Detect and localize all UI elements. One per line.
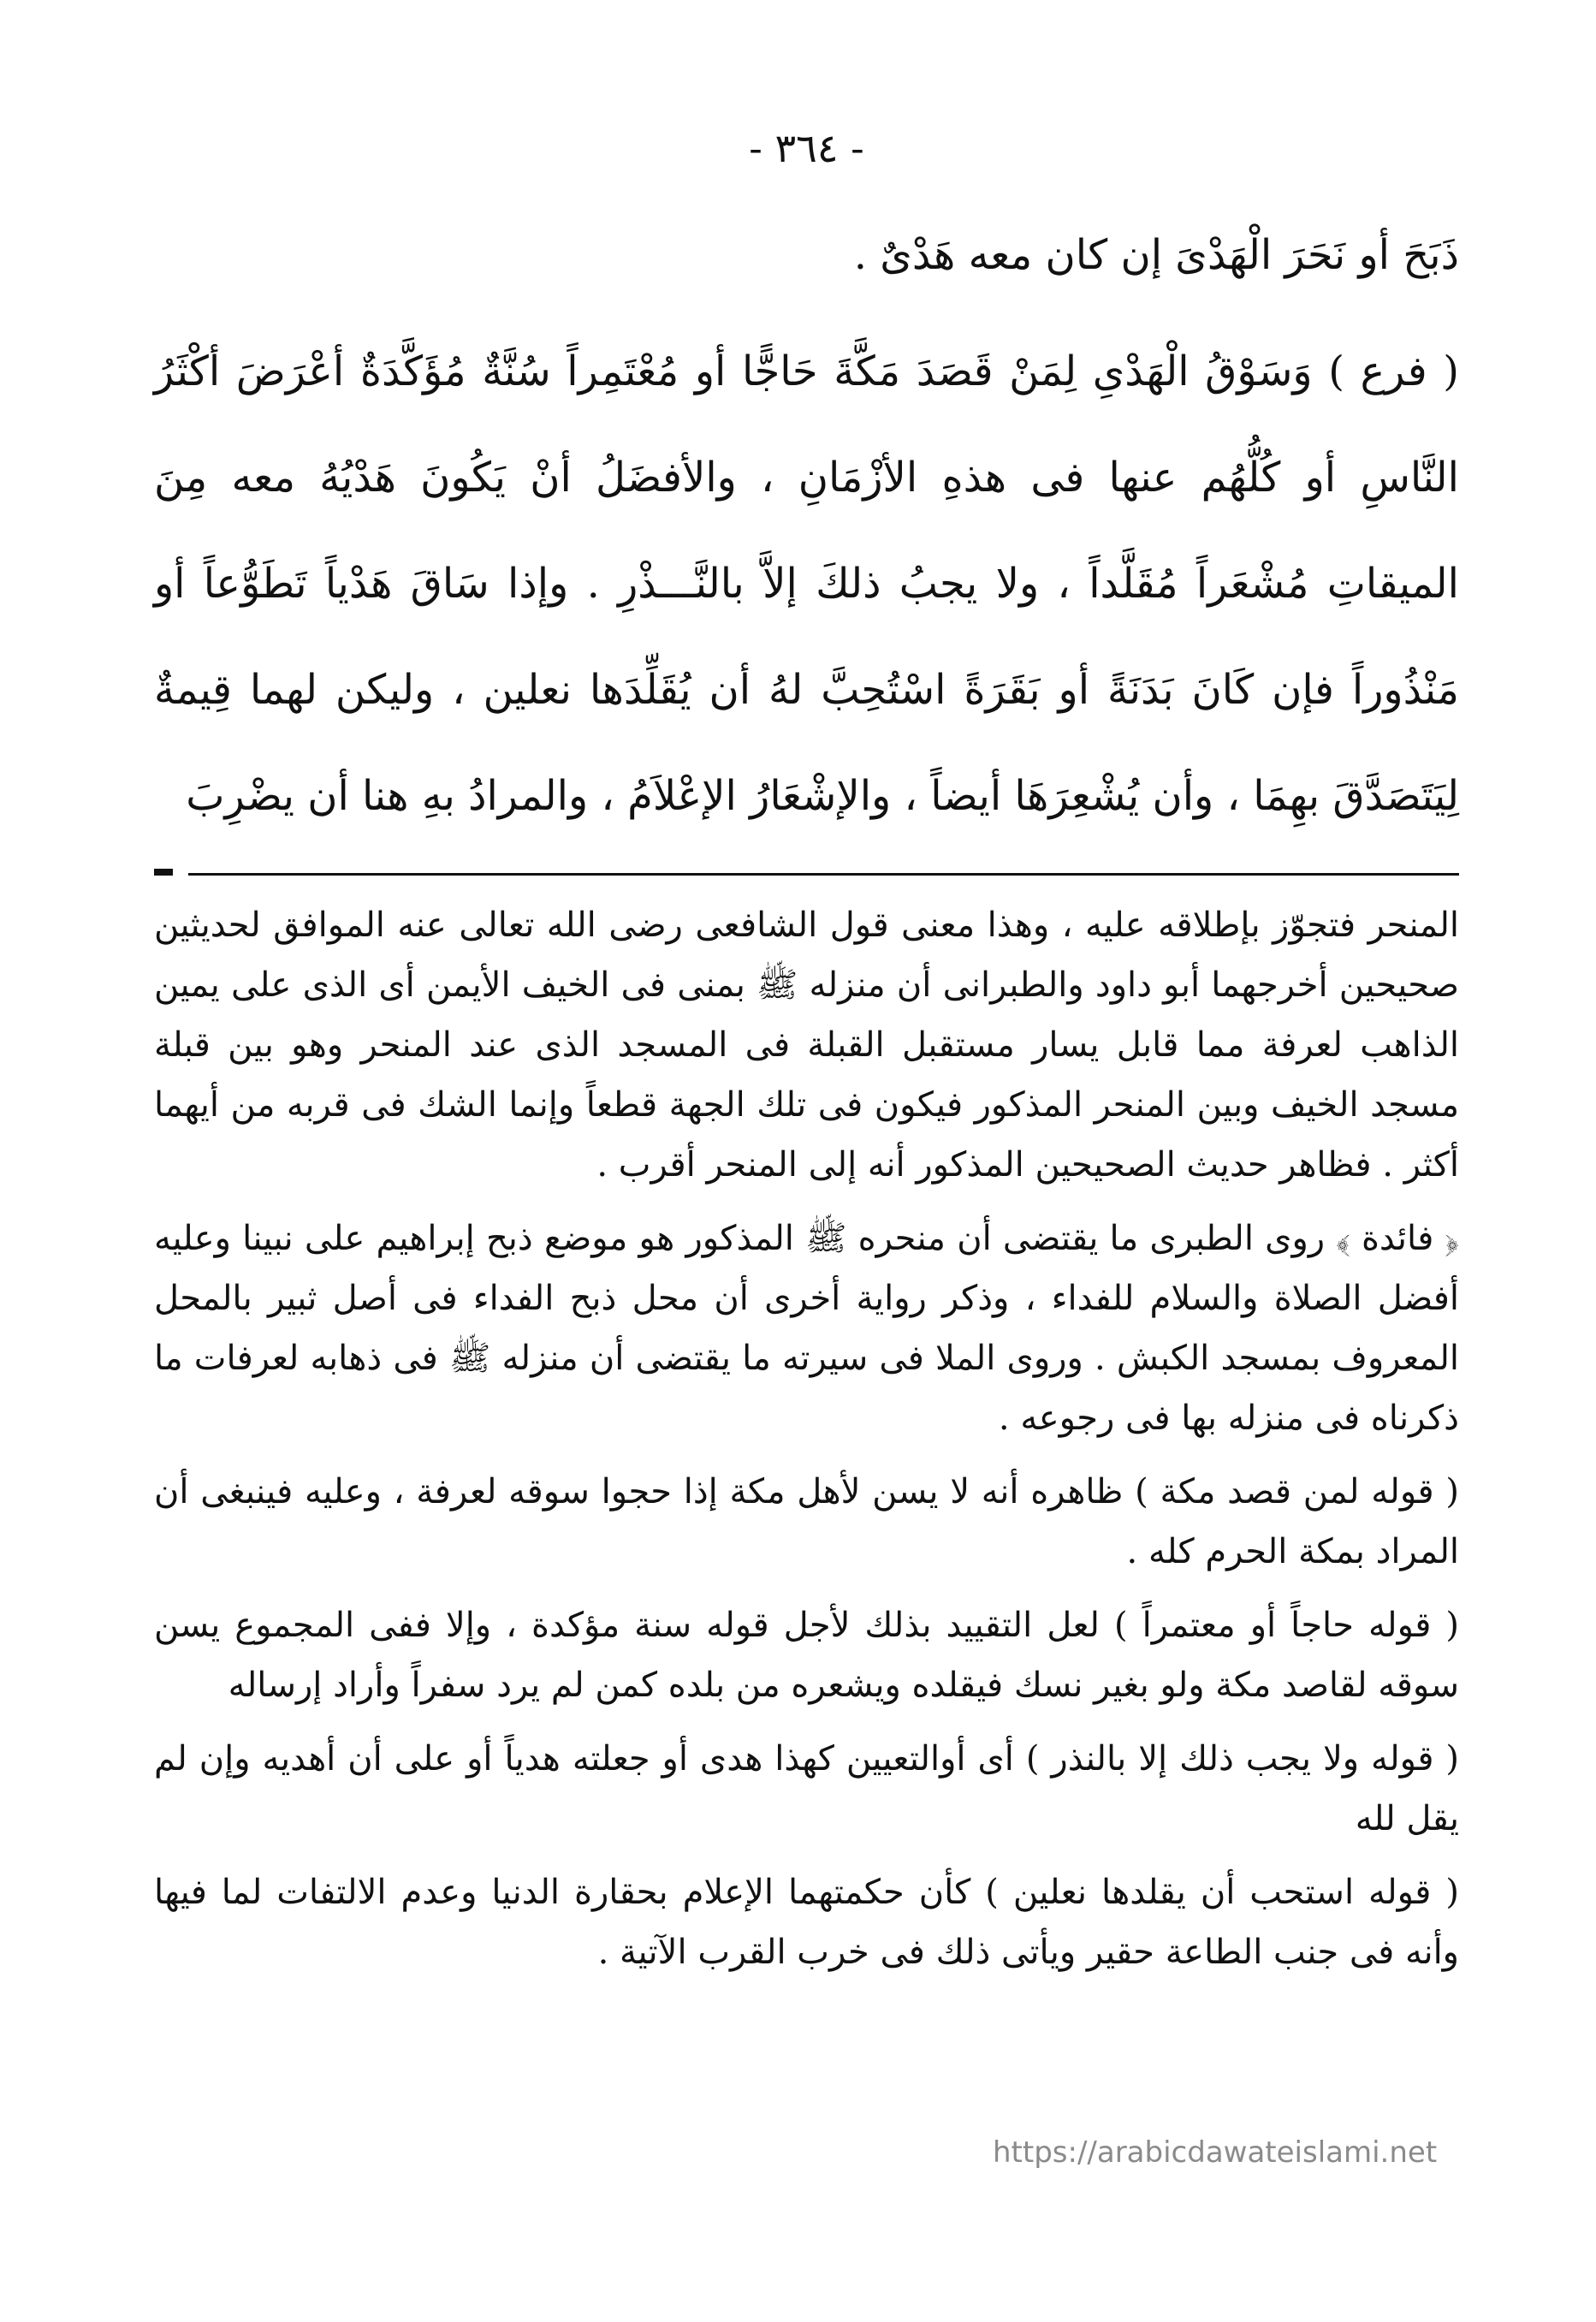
main-text [154,202,1459,849]
note-paragraph: ﴿ فائدة ﴾ روى الطبرى ما يقتضى أن منحره ﷺ المذكور هو موضع ذبح إبراهيم على نبينا وعليه أفضل الصلاة والسلام للفداء ، وذكر رواية أخرى أن محل ذبح الفداء فى أصل ثبير بالمحل المعروف بمسجد الكبش . وروى الملا فى سيرته ما يقتضى أن منزله ﷺ فى ذهابه لعرفات ما ذكرناه فى منزله بها فى رجوعه . [154,1219,1459,1438]
note-paragraph: ( قوله حاجاً أو معتمراً ) لعل التقييد بذلك لأجل قوله سنة مؤكدة ، وإلا ففى المجموع يسن سوقه لقاصد مكة ولو بغير نسك فيقلده ويشعره من بلده كمن لم يرد سفراً وأراد إرساله [154,1606,1459,1705]
separator-line [188,873,1459,876]
main-paragraph: ذَبَحَ أو نَحَرَ الْهَدْىَ إن كان معه هَدْىٌ . [853,231,1459,279]
note-paragraph: المنحر فتجوّز بإطلاقه عليه ، وهذا معنى قول الشافعى رضى الله تعالى عنه الموافق لحديثين صحيحين أخرجهما أبو داود والطبرانى أن منزله ﷺ بمنى فى الخيف الأيمن أى الذى على يمين الذاهب لعرفة مما قابل يسار مستقبل القبلة فى المسجد الذى عند المنحر وهو بين قبلة مسجد الخيف وبين المنحر المذكور فيكون فى تلك الجهة قطعاً وإنما الشك فى قربه من أيهما أكثر . فظاهر حديث الصحيحين المذكور أنه إلى المنحر أقرب . [154,906,1459,1185]
note-paragraph: ( قوله استحب أن يقلدها نعلين ) كأن حكمتهما الإعلام بحقارة الدنيا وعدم الالتفات لما فيها وأنه فى جنب الطاعة حقير ويأتى ذلك فى خرب القرب الآتية . [154,1873,1459,1972]
note-paragraph: ( قوله لمن قصد مكة ) ظاهره أنه لا يسن لأهل مكة إذا حجوا سوقه لعرفة ، وعليه فينبغى أن المراد بمكة الحرم كله . [154,1472,1459,1571]
page-number: - ٣٦٤ - [749,125,864,171]
note-paragraph: ( قوله ولا يجب ذلك إلا بالنذر ) أى أوالتعيين كهذا هدى أو جعلته هدياً أو على أن أهديه وإن لم يقل لله [154,1739,1459,1838]
commentary-notes [154,895,1459,1982]
main-paragraph: ( فرع ) وَسَوْقُ الْهَدْىِ لِمَنْ قَصَدَ مَكَّةَ حَاجًّا أو مُعْتَمِراً سُنَّةٌ مُؤَكَّدَةٌ أعْرَضَ أكْثَرُ النَّاسِ أو كُلُّهُم عنها فى هذهِ الأزْمَانِ ، والأفضَلُ أنْ يَكُونَ هَدْيُهُ معه مِنَ الميقاتِ مُشْعَراً مُقَلَّداً ، ولا يجبُ ذلكَ إلاَّ بالنَّـــذْرِ . وإذا سَاقَ هَدْياً تَطَوُّعاً أو مَنْذُوراً فإن كَانَ بَدَنَةً أو بَقَرَةً اسْتُحِبَّ لهُ أن يُقَلِّدَها نعلين ، وليكن لهما قِيمةٌ لِيَتَصَدَّقَ بهِمَا ، وأن يُشْعِرَهَا أيضاً ، والإشْعَارُ الإعْلاَمُ ، والمرادُ بهِ هنا أن يضْرِبَ [154,347,1460,820]
separator-dot [154,869,173,876]
footnote-separator [154,861,1459,887]
watermark-url: https://arabicdawateislami.net [993,2135,1438,2170]
